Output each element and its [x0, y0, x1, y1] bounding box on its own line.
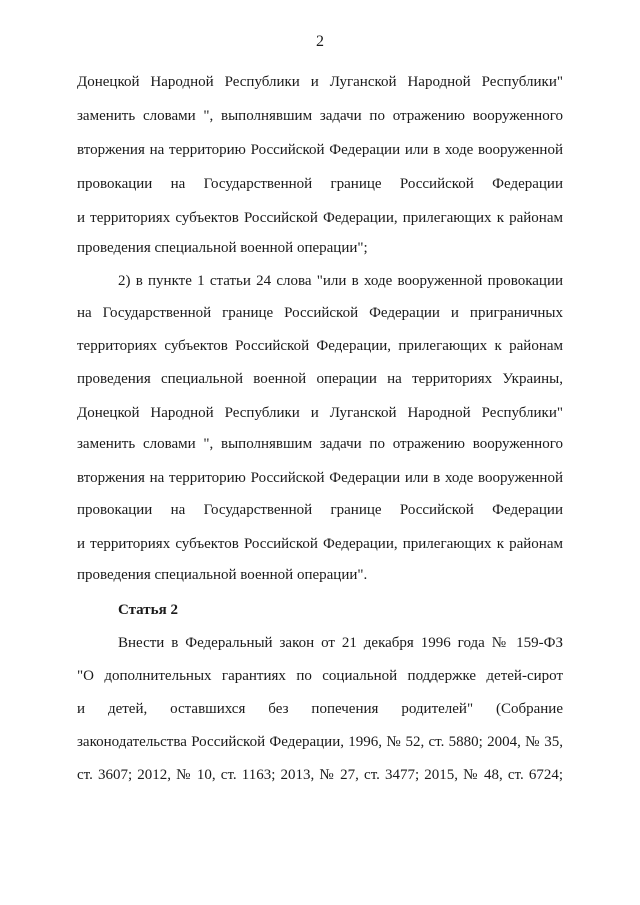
text-line: территориях субъектов Российской Федерации, прилегающих к районам [77, 338, 563, 354]
text-line: проведения специальной военной операции на территориях Украины, [77, 371, 563, 387]
text-line: и территориях субъектов Российской Федерации, прилегающих к районам [77, 210, 563, 226]
text-line: Внести в Федеральный закон от 21 декабря 1996 года № 159-ФЗ [118, 635, 563, 651]
text-line: "О дополнительных гарантиях по социальной поддержке детей-сирот [77, 668, 563, 684]
text-line: Донецкой Народной Республики и Луганской Народной Республики" [77, 405, 563, 421]
text-line: заменить словами ", выполнявшим задачи по отражению вооруженного [77, 108, 563, 124]
text-line: проведения специальной военной операции". [77, 567, 368, 583]
article-heading: Статья 2 [118, 602, 178, 618]
text-line: на Государственной границе Российской Федерации и приграничных [77, 305, 563, 321]
page-number: 2 [316, 33, 324, 50]
text-line: проведения специальной военной операции"; [77, 240, 368, 256]
text-line: вторжения на территорию Российской Федерации или в ходе вооруженной [77, 142, 563, 158]
text-line: провокации на Государственной границе Российской Федерации [77, 176, 563, 192]
text-line: и детей, оставшихся без попечения родителей" (Собрание [77, 701, 563, 717]
text-line: Донецкой Народной Республики и Луганской Народной Республики" [77, 74, 563, 90]
text-line: 2) в пункте 1 статьи 24 слова "или в ходе вооруженной провокации [118, 273, 563, 289]
text-line: ст. 3607; 2012, № 10, ст. 1163; 2013, № 27, ст. 3477; 2015, № 48, ст. 6724; [77, 767, 563, 783]
text-line: законодательства Российской Федерации, 1996, № 52, ст. 5880; 2004, № 35, [77, 734, 563, 750]
text-line: и территориях субъектов Российской Федерации, прилегающих к районам [77, 536, 563, 552]
text-line: заменить словами ", выполнявшим задачи по отражению вооруженного [77, 436, 563, 452]
text-line: вторжения на территорию Российской Федерации или в ходе вооруженной [77, 470, 563, 486]
text-line: провокации на Государственной границе Российской Федерации [77, 502, 563, 518]
